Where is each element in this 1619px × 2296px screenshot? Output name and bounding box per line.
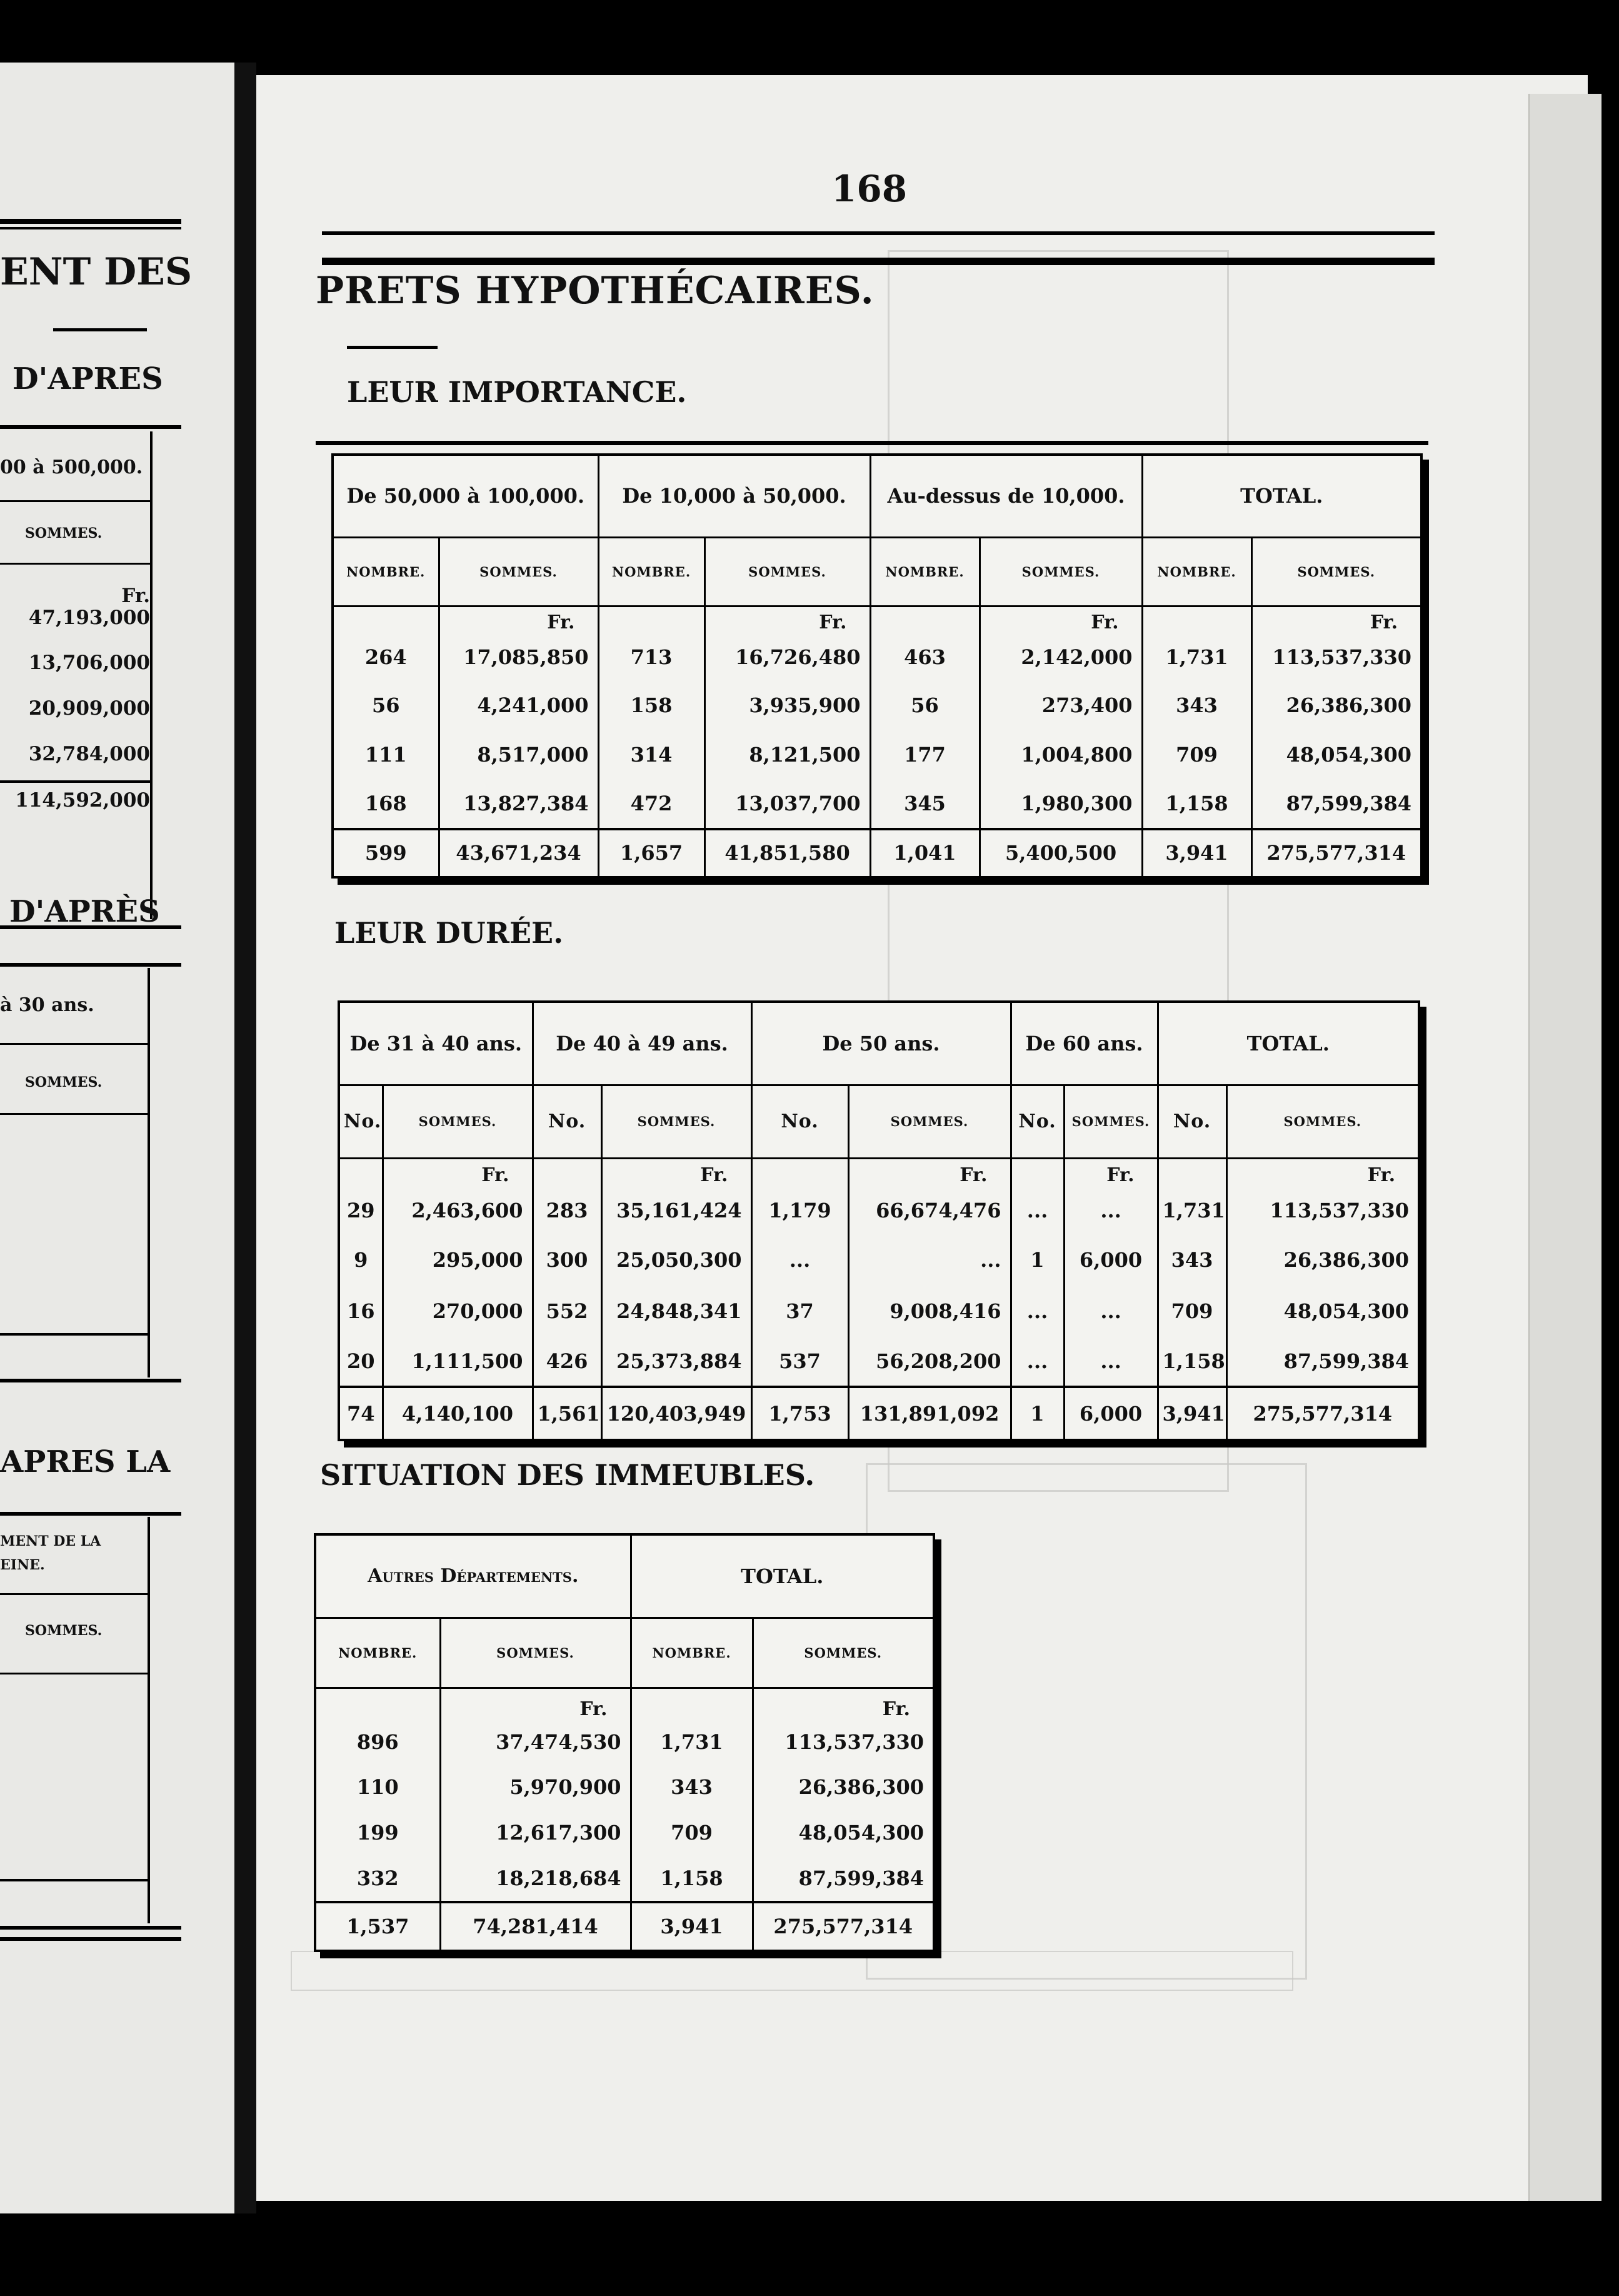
top-rule: [322, 258, 1435, 265]
table-cell: 56,208,200: [848, 1336, 1011, 1387]
table-cell: 273,400: [980, 680, 1142, 730]
table-cell: 1,158: [1142, 780, 1251, 829]
table-cell: 3,935,900: [704, 680, 870, 730]
table-cell: 20: [339, 1336, 383, 1387]
table-cell: 25,050,300: [601, 1235, 751, 1286]
rule: [0, 1113, 150, 1115]
situation-table: [314, 1533, 935, 1952]
table-cell: 343: [1158, 1235, 1226, 1286]
table-cell: 709: [631, 1810, 753, 1856]
unit-label: Fr.: [700, 1164, 728, 1186]
table-cell: 426: [533, 1336, 601, 1387]
table-cell: 1: [1011, 1235, 1064, 1286]
table-cell: 26,386,300: [1226, 1235, 1419, 1286]
table-cell: 6,000: [1064, 1235, 1158, 1286]
col-header-nombre: NOMBRE.: [631, 1618, 753, 1688]
table-cell: 9,008,416: [848, 1286, 1011, 1336]
table-cell: 1,731: [631, 1720, 753, 1764]
section-heading-duree: LEUR DURÉE.: [334, 916, 564, 950]
rule: [148, 968, 150, 1377]
table-cell: 2,463,600: [383, 1186, 533, 1235]
table-cell: 24,848,341: [601, 1286, 751, 1336]
table-cell: 1,004,800: [980, 730, 1142, 779]
short-rule: [347, 346, 438, 349]
total-cell: 599: [333, 829, 439, 877]
rule: [0, 500, 150, 502]
table-cell: 1,980,300: [980, 780, 1142, 829]
table-cell: 48,054,300: [1251, 730, 1421, 779]
table-cell: 709: [1158, 1286, 1226, 1336]
total-cell: 275,577,314: [753, 1902, 934, 1951]
table-cell: ...: [1064, 1336, 1158, 1387]
total-cell: 1,041: [870, 829, 980, 877]
col-header-nombre: NOMBRE.: [333, 537, 439, 606]
book-gutter: [234, 63, 256, 2213]
left-table-2-header: à 30 ans.: [0, 994, 94, 1016]
rule: [0, 1937, 181, 1941]
table-cell: 5,970,900: [440, 1764, 631, 1810]
table-cell: ...: [1011, 1186, 1064, 1235]
col-header-sommes: SOMMES.: [704, 537, 870, 606]
group-header: De 50,000 à 100,000.: [333, 455, 598, 537]
table-cell: 16: [339, 1286, 383, 1336]
table-cell: 1,179: [751, 1186, 848, 1235]
col-header-sommes: SOMMES.: [848, 1085, 1011, 1159]
table-cell: 8,517,000: [439, 730, 598, 779]
col-header-no: No.: [339, 1085, 383, 1159]
total-cell: 3,941: [631, 1902, 753, 1951]
table-cell: 66,674,476: [848, 1186, 1011, 1235]
left-page: [0, 63, 234, 2213]
table-cell: 199: [315, 1810, 440, 1856]
table-cell: ...: [1064, 1186, 1158, 1235]
total-cell: 4,140,100: [383, 1387, 533, 1440]
table-cell: 113,537,330: [1251, 633, 1421, 680]
total-cell: 131,891,092: [848, 1387, 1011, 1440]
unit-label: Fr.: [960, 1164, 988, 1186]
table-cell: 2,142,000: [980, 633, 1142, 680]
left-value: 32,784,000: [28, 743, 150, 765]
table-cell: 9: [339, 1235, 383, 1286]
top-rule: [322, 231, 1435, 235]
table-cell: 709: [1142, 730, 1251, 779]
col-header-sommes: SOMMES.: [439, 537, 598, 606]
group-header: TOTAL.: [631, 1534, 934, 1618]
left-heading-4: APRES LA: [0, 1444, 171, 1479]
bleed-through: [291, 1951, 1293, 1991]
left-unit: Fr.: [121, 585, 150, 607]
table-cell: 343: [1142, 680, 1251, 730]
table-cell: 552: [533, 1286, 601, 1336]
unit-label: Fr.: [1091, 612, 1119, 634]
left-total: 114,592,000: [15, 789, 150, 812]
total-cell: 1,753: [751, 1387, 848, 1440]
unit-label: Fr.: [882, 1698, 911, 1721]
rule: [0, 1926, 181, 1930]
left-heading-1: ENT DES: [0, 250, 193, 294]
group-header: De 50 ans.: [751, 1002, 1011, 1085]
table-cell: 56: [870, 680, 980, 730]
col-header-sommes: SOMMES.: [980, 537, 1142, 606]
left-table-3-col: SOMMES.: [25, 1623, 103, 1639]
table-cell: 332: [315, 1856, 440, 1902]
table-cell: 48,054,300: [753, 1810, 934, 1856]
table-cell: 345: [870, 780, 980, 829]
table-cell: 4,241,000: [439, 680, 598, 730]
table-cell: 37: [751, 1286, 848, 1336]
rule: [0, 963, 181, 967]
group-header: Au-dessus de 10,000.: [870, 455, 1142, 537]
table-cell: 12,617,300: [440, 1810, 631, 1856]
table-cell: 283: [533, 1186, 601, 1235]
table-cell: 896: [315, 1720, 440, 1764]
group-header: De 40 à 49 ans.: [533, 1002, 751, 1085]
col-header-sommes: SOMMES.: [601, 1085, 751, 1159]
total-cell: 74,281,414: [440, 1902, 631, 1951]
total-cell: 41,851,580: [704, 829, 870, 877]
rule: [0, 1379, 181, 1382]
table-cell: ...: [1011, 1286, 1064, 1336]
table-cell: 13,827,384: [439, 780, 598, 829]
table-cell: 270,000: [383, 1286, 533, 1336]
unit-label: Fr.: [547, 612, 575, 634]
table-cell: 472: [598, 780, 704, 829]
rule: [316, 441, 1428, 445]
col-header-no: No.: [1011, 1085, 1064, 1159]
rule: [0, 1879, 150, 1881]
table-cell: 314: [598, 730, 704, 779]
rule: [0, 1593, 150, 1595]
page-title: PRETS HYPOTHÉCAIRES.: [316, 269, 875, 313]
section-heading-importance: LEUR IMPORTANCE.: [347, 375, 687, 409]
table-cell: 177: [870, 730, 980, 779]
col-header-sommes: SOMMES.: [1251, 537, 1421, 606]
table-cell: 18,218,684: [440, 1856, 631, 1902]
left-table-1-header: 00 à 500,000.: [0, 456, 143, 478]
rule: [0, 1043, 150, 1045]
group-header: Autres Départements.: [315, 1534, 631, 1618]
col-header-nombre: NOMBRE.: [870, 537, 980, 606]
rule: [0, 1333, 150, 1336]
unit-label: Fr.: [1106, 1164, 1135, 1186]
table-cell: 26,386,300: [753, 1764, 934, 1810]
table-cell: 8,121,500: [704, 730, 870, 779]
left-table-3-header: EINE.: [0, 1557, 45, 1573]
table-cell: 1,731: [1158, 1186, 1226, 1235]
left-table-3-header: MENT DE LA: [0, 1533, 101, 1549]
unit-label: Fr.: [481, 1164, 509, 1186]
table-cell: 113,537,330: [753, 1720, 934, 1764]
col-header-sommes: SOMMES.: [1064, 1085, 1158, 1159]
table-cell: 26,386,300: [1251, 680, 1421, 730]
left-table-1: [0, 431, 153, 919]
table-cell: 87,599,384: [753, 1856, 934, 1902]
col-header-no: No.: [1158, 1085, 1226, 1159]
col-header-no: No.: [751, 1085, 848, 1159]
total-cell: 74: [339, 1387, 383, 1440]
importance-table: [331, 453, 1423, 879]
table-cell: 264: [333, 633, 439, 680]
table-cell: 300: [533, 1235, 601, 1286]
table-cell: 1,731: [1142, 633, 1251, 680]
table-cell: 56: [333, 680, 439, 730]
unit-label: Fr.: [819, 612, 847, 634]
rule: [0, 425, 181, 429]
rule: [0, 219, 181, 224]
col-header-nombre: NOMBRE.: [1142, 537, 1251, 606]
table-cell: 48,054,300: [1226, 1286, 1419, 1336]
table-cell: 713: [598, 633, 704, 680]
total-cell: 3,941: [1158, 1387, 1226, 1440]
table-cell: ...: [1064, 1286, 1158, 1336]
left-value: 47,193,000: [28, 607, 150, 629]
rule: [148, 1517, 150, 1923]
left-table-1-col: SOMMES.: [25, 525, 103, 541]
left-table-2-col: SOMMES.: [25, 1074, 103, 1090]
total-cell: 5,400,500: [980, 829, 1142, 877]
table-cell: 110: [315, 1764, 440, 1810]
left-value: 13,706,000: [28, 652, 150, 674]
col-header-sommes: SOMMES.: [753, 1618, 934, 1688]
group-header: De 10,000 à 50,000.: [598, 455, 870, 537]
table-cell: 29: [339, 1186, 383, 1235]
table-cell: 113,537,330: [1226, 1186, 1419, 1235]
table-cell: 1,158: [1158, 1336, 1226, 1387]
section-heading-situation: SITUATION DES IMMEUBLES.: [320, 1458, 815, 1492]
group-header: TOTAL.: [1158, 1002, 1419, 1085]
table-cell: 1,111,500: [383, 1336, 533, 1387]
group-header: De 60 ans.: [1011, 1002, 1158, 1085]
total-cell: 43,671,234: [439, 829, 598, 877]
table-cell: 295,000: [383, 1235, 533, 1286]
table-cell: 111: [333, 730, 439, 779]
total-cell: 3,941: [1142, 829, 1251, 877]
rule: [0, 1512, 181, 1516]
table-cell: ...: [848, 1235, 1011, 1286]
table-cell: ...: [1011, 1336, 1064, 1387]
table-cell: 1,158: [631, 1856, 753, 1902]
rule: [0, 780, 150, 783]
unit-label: Fr.: [1370, 612, 1398, 634]
table-cell: 343: [631, 1764, 753, 1810]
group-header: De 31 à 40 ans.: [339, 1002, 533, 1085]
unit-label: Fr.: [579, 1698, 608, 1721]
table-cell: 463: [870, 633, 980, 680]
total-cell: 1,561: [533, 1387, 601, 1440]
rule: [0, 563, 150, 565]
rule: [0, 1673, 150, 1674]
table-cell: 25,373,884: [601, 1336, 751, 1387]
left-value: 20,909,000: [28, 697, 150, 720]
total-cell: 275,577,314: [1226, 1387, 1419, 1440]
table-cell: ...: [751, 1235, 848, 1286]
col-header-sommes: SOMMES.: [383, 1085, 533, 1159]
duree-table: [338, 1000, 1420, 1441]
unit-label: Fr.: [1367, 1164, 1396, 1186]
left-heading-2: D'APRES: [13, 361, 163, 396]
total-cell: 1: [1011, 1387, 1064, 1440]
col-header-nombre: NOMBRE.: [315, 1618, 440, 1688]
total-cell: 1,657: [598, 829, 704, 877]
total-cell: 120,403,949: [601, 1387, 751, 1440]
table-cell: 158: [598, 680, 704, 730]
col-header-nombre: NOMBRE.: [598, 537, 704, 606]
table-cell: 13,037,700: [704, 780, 870, 829]
group-header: TOTAL.: [1142, 455, 1421, 537]
rule: [0, 227, 181, 229]
col-header-sommes: SOMMES.: [440, 1618, 631, 1688]
col-header-sommes: SOMMES.: [1226, 1085, 1419, 1159]
table-cell: 17,085,850: [439, 633, 598, 680]
short-rule: [53, 328, 147, 331]
page-number: 168: [831, 168, 908, 210]
total-cell: 275,577,314: [1251, 829, 1421, 877]
table-cell: 87,599,384: [1251, 780, 1421, 829]
total-cell: 1,537: [315, 1902, 440, 1951]
table-cell: 87,599,384: [1226, 1336, 1419, 1387]
table-cell: 35,161,424: [601, 1186, 751, 1235]
table-cell: 168: [333, 780, 439, 829]
left-heading-3: D'APRÈS: [9, 894, 160, 929]
table-cell: 537: [751, 1336, 848, 1387]
table-cell: 16,726,480: [704, 633, 870, 680]
col-header-no: No.: [533, 1085, 601, 1159]
page-edge: [1528, 94, 1601, 2201]
total-cell: 6,000: [1064, 1387, 1158, 1440]
table-cell: 37,474,530: [440, 1720, 631, 1764]
